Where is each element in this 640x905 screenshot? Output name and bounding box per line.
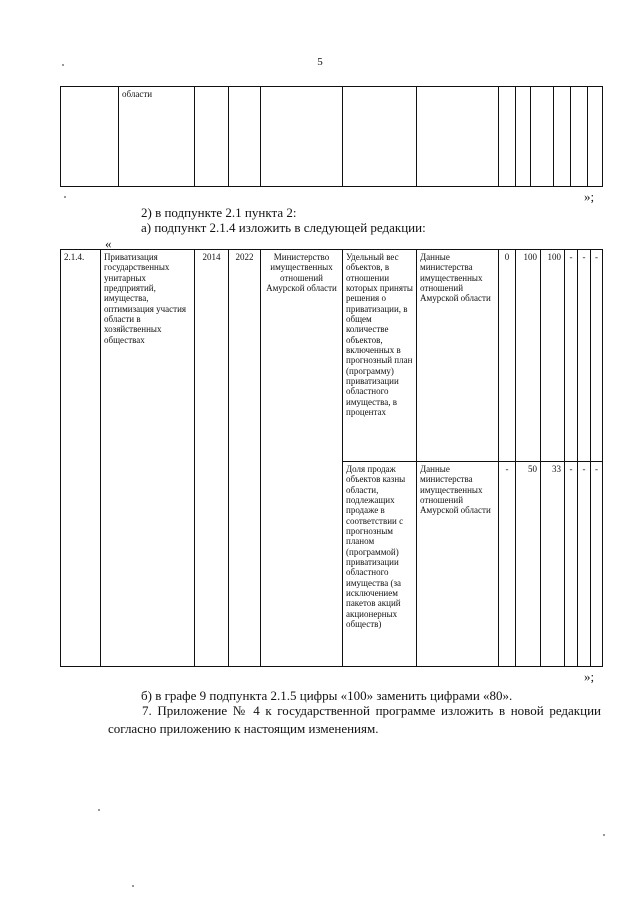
scan-speck xyxy=(132,885,134,887)
table-row-2-1-4 xyxy=(60,249,603,667)
indicator-name: Удельный вес объектов, в отношении которых приняты решения о приватизации, в общем количестве объектов, включенных в прогнозный план (программу) приватизации областного имущества, в процентах xyxy=(343,250,417,462)
value-cell: - xyxy=(578,250,591,462)
closing-quote-2: »; xyxy=(584,669,595,684)
row-number: 2.1.4. xyxy=(61,250,101,667)
value-cell: 0 xyxy=(499,250,516,462)
cell xyxy=(516,87,531,188)
page-number: 5 xyxy=(317,56,323,68)
value-cell: - xyxy=(591,462,603,667)
value-cell: - xyxy=(499,462,516,667)
value-cell: 50 xyxy=(516,462,541,667)
cell xyxy=(531,87,554,188)
indicator-source: Данные министерства имущественных отношений Амурской области xyxy=(417,250,499,462)
paragraph-b: б) в графе 9 подпункта 2.1.5 цифры «100» заменить цифрами «80». xyxy=(141,688,513,703)
scan-speck xyxy=(603,834,605,836)
paragraph-line-a: а) подпункт 2.1.4 изложить в следующей редакции: xyxy=(141,220,426,235)
value-cell: 100 xyxy=(516,250,541,462)
indicator-name: Доля продаж объектов казны области, подлежащих продаже в соответствии с прогнозным планом (программой) приватизации областного имущества (за исключением пакетов акций акционерных обществ) xyxy=(343,462,417,667)
cell-text: области xyxy=(119,87,195,188)
cell xyxy=(571,87,588,188)
scan-speck xyxy=(64,196,66,198)
year-end: 2022 xyxy=(229,250,261,667)
year-start: 2014 xyxy=(195,250,229,667)
cell xyxy=(229,87,261,188)
cell xyxy=(343,87,417,188)
opening-quote: « xyxy=(105,236,112,251)
cell xyxy=(61,87,119,188)
cell xyxy=(554,87,571,188)
paragraph-7: 7. Приложение № 4 к государственной программе изложить в новой редакции согласно приложению к настоящим изменениям. xyxy=(108,703,601,736)
table-bottom-line xyxy=(60,186,602,187)
scan-speck xyxy=(62,64,64,66)
value-cell: - xyxy=(565,462,578,667)
value-cell: 100 xyxy=(541,250,565,462)
cell xyxy=(417,87,499,188)
value-cell: 33 xyxy=(541,462,565,667)
cell xyxy=(588,87,603,188)
cell xyxy=(499,87,516,188)
cell xyxy=(195,87,229,188)
cell xyxy=(261,87,343,188)
paragraph-line-2: 2) в подпункте 2.1 пункта 2: xyxy=(141,205,297,220)
value-cell: - xyxy=(578,462,591,667)
value-cell: - xyxy=(591,250,603,462)
table-fragment-top xyxy=(60,86,603,187)
scan-speck xyxy=(98,809,100,811)
row-name: Приватизация государственных унитарных предприятий, имущества, оптимизация участия области в хозяйственных обществах xyxy=(101,250,195,667)
indicator-source: Данные министерства имущественных отношений Амурской области xyxy=(417,462,499,667)
closing-quote-1: »; xyxy=(584,189,595,204)
executor: Министерство имущественных отношений Амурской области xyxy=(261,250,343,667)
value-cell: - xyxy=(565,250,578,462)
